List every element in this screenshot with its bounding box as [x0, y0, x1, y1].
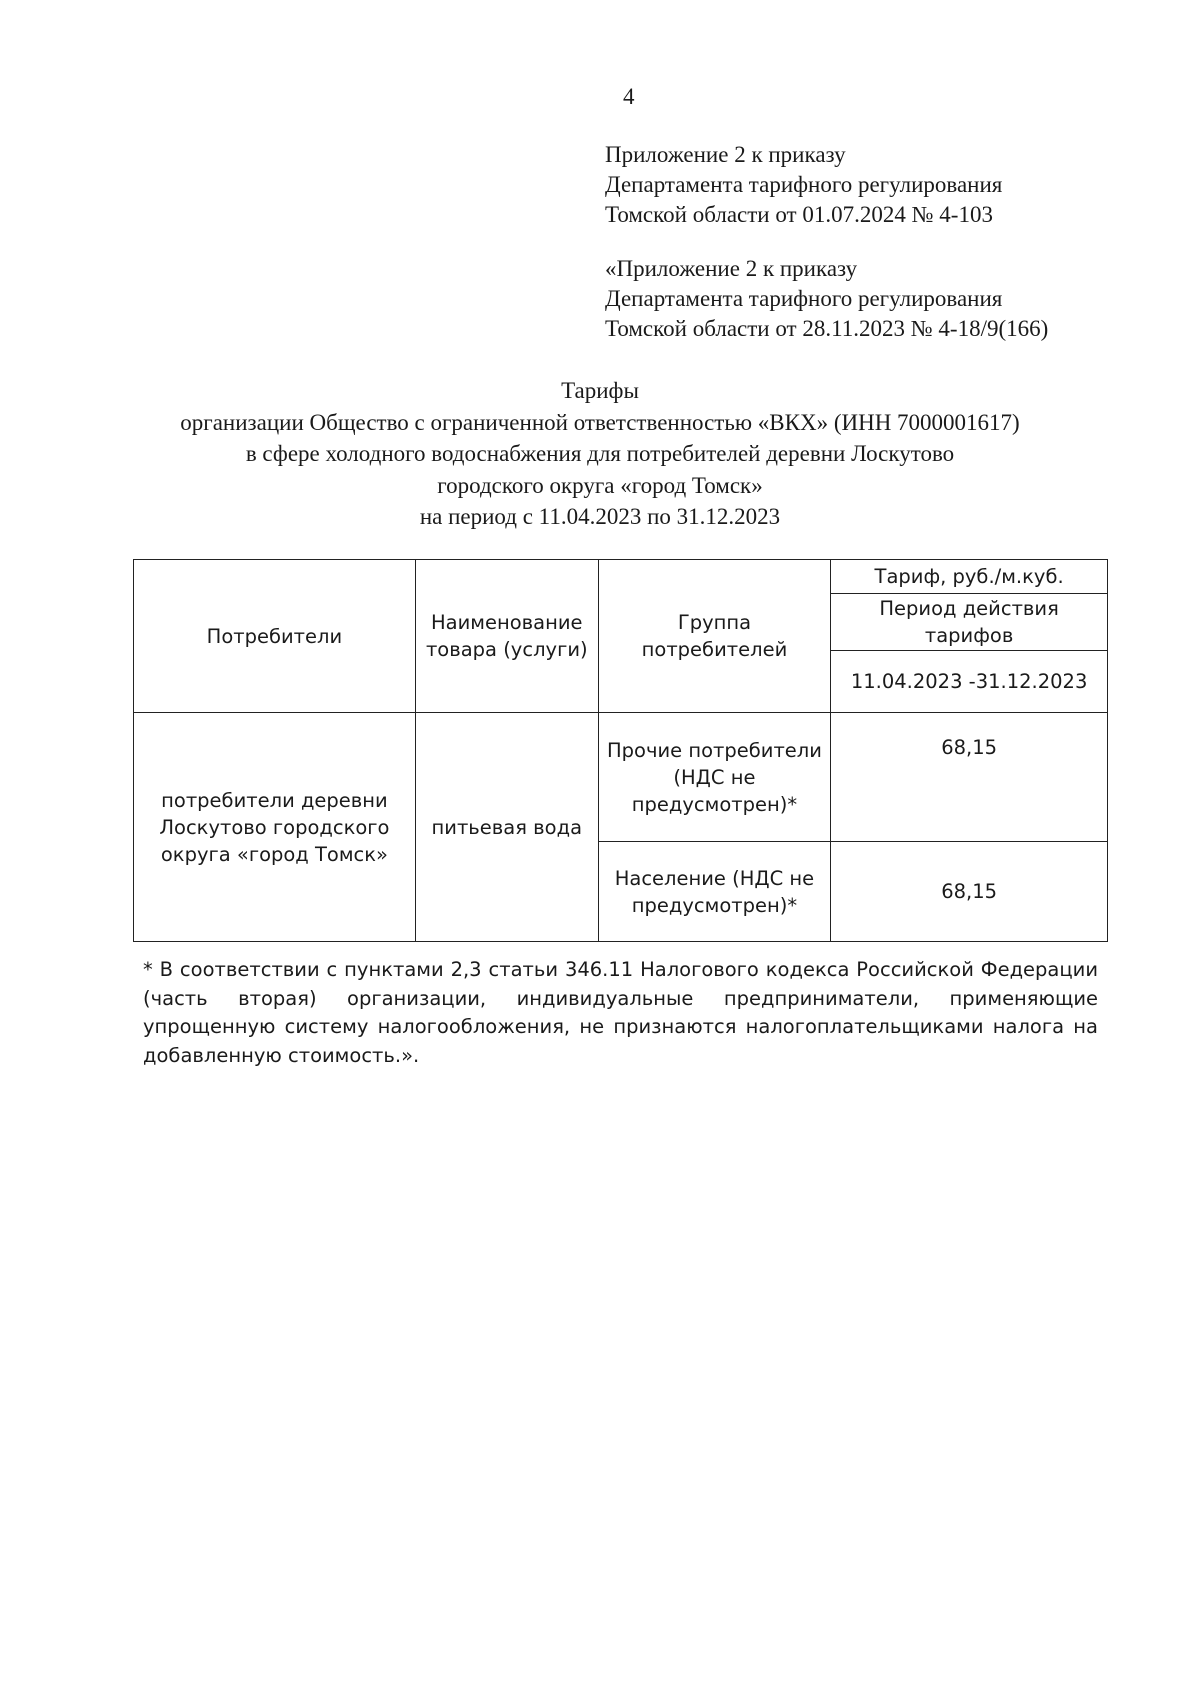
appendix-line: Департамента тарифного регулирования: [605, 286, 1003, 311]
header-product: Наименование товара (услуги): [415, 560, 598, 713]
document-title: [0, 375, 1200, 533]
tariff-value-cell: 68,15: [831, 713, 1108, 842]
table-header-row: [134, 560, 1108, 594]
consumers-cell: потребители деревни Лоскутово городского округа «город Томск»: [134, 713, 416, 942]
table-row: [134, 713, 1108, 842]
header-consumers: Потребители: [134, 560, 416, 713]
header-period-value: 11.04.2023 -31.12.2023: [831, 651, 1108, 713]
header-tariff: Тариф, руб./м.куб.: [831, 560, 1108, 594]
tariff-table: [133, 559, 1108, 942]
appendix-line: Томской области от 28.11.2023 № 4-18/9(166): [605, 316, 1049, 341]
page-number: 4: [623, 84, 635, 109]
tariff-value-cell: 68,15: [831, 842, 1108, 942]
title-line: в сфере холодного водоснабжения для потребителей деревни Лоскутово: [245, 441, 955, 466]
title-line: на период с 11.04.2023 по 31.12.2023: [419, 504, 781, 529]
header-period: Период действия тарифов: [831, 594, 1108, 651]
header-group: Группа потребителей: [598, 560, 831, 713]
appendix-line: «Приложение 2 к приказу: [605, 256, 858, 281]
appendix-line: Департамента тарифного регулирования: [605, 172, 1003, 197]
appendix-reference: [605, 140, 1002, 230]
appendix-line: Томской области от 01.07.2024 № 4-103: [605, 202, 993, 227]
original-appendix-reference: [605, 254, 1048, 344]
footnote: * В соответствии с пунктами 2,3 статьи 346.11 Налогового кодекса Российской Федерации (часть вторая) организации, индивидуальные предприниматели, применяющие упрощенную систему налогообложения, не признаются налогоплательщиками налога на добавленную стоимость.».: [143, 958, 1098, 1067]
product-cell: питьевая вода: [415, 713, 598, 942]
appendix-line: Приложение 2 к приказу: [605, 142, 846, 167]
title-line: организации Общество с ограниченной ответственностью «ВКХ» (ИНН 7000001617): [180, 409, 1020, 435]
title-line: Тарифы: [561, 378, 639, 403]
title-line: городского округа «город Томск»: [437, 472, 763, 498]
group-cell: Прочие потребители (НДС не предусмотрен)*: [598, 713, 831, 842]
group-cell: Население (НДС не предусмотрен)*: [598, 842, 831, 942]
